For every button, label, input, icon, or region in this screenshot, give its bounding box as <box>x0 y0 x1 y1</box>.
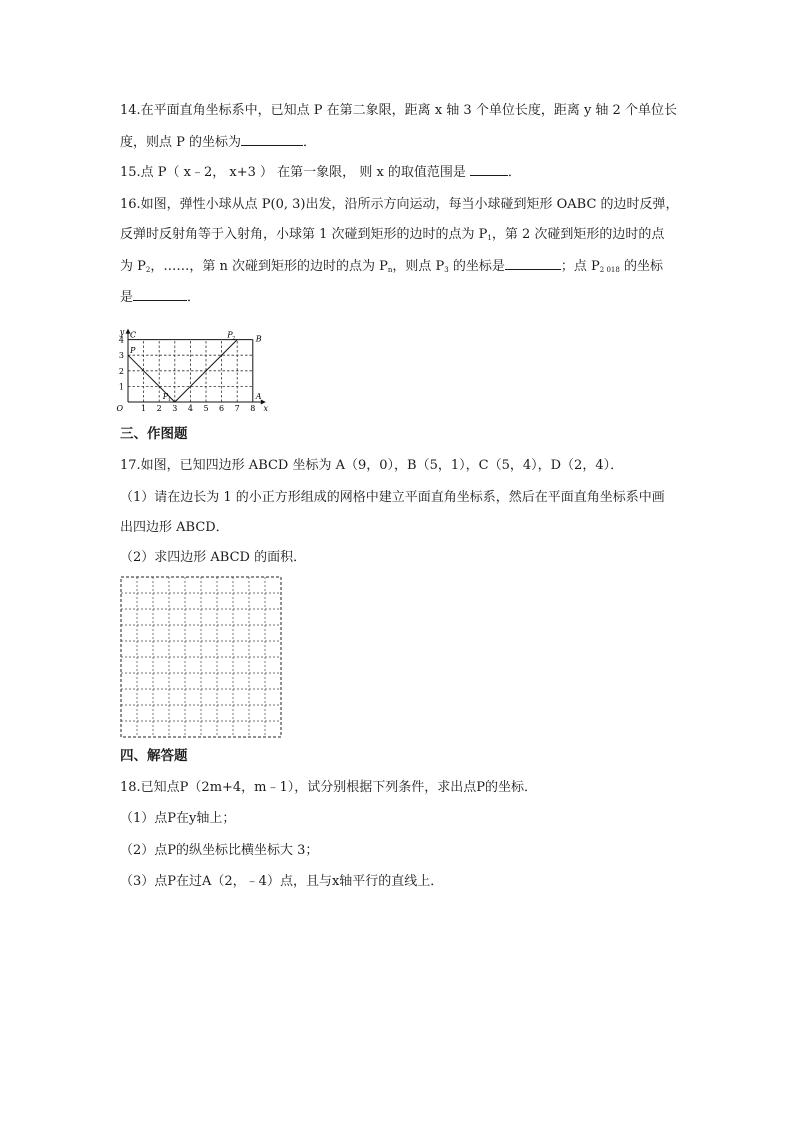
x-tick-label: 4 <box>187 404 193 412</box>
q16-text-3f: 的坐标 <box>619 259 663 274</box>
q16-line-2 <box>120 227 664 246</box>
x-tick-label: 2 <box>156 404 162 412</box>
q17-grid <box>120 576 282 738</box>
q14-text: 度，则点 P 的坐标为 <box>120 135 242 150</box>
q15-line <box>120 163 521 181</box>
q15-text: 15.点 P（ x﹣2， x+3 ） 在第一象限， 则 x 的取值范围是 <box>120 165 466 180</box>
label-p2-sub: 2 <box>232 335 236 342</box>
q17-line-2: （1）请在边长为 1 的小正方形组成的网格中建立平面直角坐标系，然后在平面直角坐标系中画 <box>120 490 665 505</box>
y-tick-label: 4 <box>118 335 124 345</box>
q17-line-3: 出四边形 ABCD． <box>120 520 229 535</box>
q17-line-4: （2）求四边形 ABCD 的面积． <box>120 550 307 565</box>
figure-grid <box>128 340 253 402</box>
x-tick-label: 1 <box>141 404 147 412</box>
y-tick-label: 3 <box>118 351 124 361</box>
q16-figure <box>112 320 277 412</box>
q14-line-1: 14.在平面直角坐标系中，已知点 P 在第二象限，距离 x 轴 3 个单位长度，距离 y 轴 2 个单位长 <box>120 103 677 118</box>
q15-answer-blank <box>470 163 508 176</box>
square-grid <box>121 577 281 737</box>
q18-line-1: 18.已知点P（2m+4，m﹣1），试分别根据下列条件，求出点P的坐标． <box>120 780 538 795</box>
q16-text-2b: ，第 2 次碰到矩形的边时的点 <box>491 227 665 242</box>
q16-sub-3: 3 <box>444 266 449 274</box>
q16-text-3a: 为 P <box>120 259 146 274</box>
q16-sub-2: 2 <box>145 266 151 274</box>
q18-line-3: （2）点P的纵坐标比横坐标大 3； <box>120 843 319 858</box>
label-c: C <box>130 330 137 340</box>
q14-line-2 <box>120 133 316 151</box>
origin-label: O <box>116 404 123 412</box>
q16-sub-n: n <box>387 266 393 274</box>
y-axis-label: y <box>119 327 125 337</box>
q14-period: ． <box>303 135 317 150</box>
q16-line-4 <box>120 288 200 306</box>
q16-text-3d: 的坐标是 <box>448 259 505 274</box>
y-tick-label: 1 <box>118 382 124 392</box>
q16-answer-blank-1 <box>505 257 561 270</box>
section-4-heading: 四、解答题 <box>120 748 188 764</box>
q16-text-3e: ；点 P <box>560 259 600 274</box>
label-p1: P <box>162 392 169 401</box>
q16-text-2a: 反弹时反射角等于入射角，小球第 1 次碰到矩形的边时的点为 P <box>120 227 488 242</box>
q18-line-2: （1）点P在y轴上； <box>120 811 236 826</box>
x-tick-label: 6 <box>219 404 225 412</box>
x-axis-label: x <box>263 404 269 412</box>
label-p2: P <box>227 330 233 340</box>
x-tick-label: 7 <box>234 404 240 412</box>
q15-period: ． <box>507 165 521 180</box>
q16-period: ． <box>187 290 201 305</box>
x-tick-label: 5 <box>203 404 209 412</box>
section-3-heading: 三、作图题 <box>120 426 188 442</box>
q16-sub-2018: 2 018 <box>599 266 620 274</box>
q16-text-4a: 是 <box>120 290 134 305</box>
q16-text-3b: ，……，第 n 次碰到矩形的边时的点为 P <box>150 259 388 274</box>
x-tick-label: 3 <box>172 404 178 412</box>
q16-sub-1: 1 <box>487 234 492 242</box>
q16-line-3 <box>120 257 663 278</box>
label-a: A <box>255 392 262 401</box>
figure-axes <box>126 329 266 405</box>
figure-tick-labels <box>116 328 268 412</box>
q16-line-1: 16.如图，弹性小球从点 P(0, 3)出发，沿所示方向运动，每当小球碰到矩形 OABC 的边时反弹， <box>120 197 679 212</box>
q16-answer-blank-2 <box>133 288 187 301</box>
q18-line-4: （3）点P在过A（2，﹣4）点，且与x轴平行的直线上． <box>120 874 444 889</box>
label-p1-sub: 1 <box>167 397 171 403</box>
figure-point-labels <box>129 331 262 403</box>
y-tick-label: 2 <box>118 366 124 376</box>
label-p: P <box>130 346 136 356</box>
x-tick-label: 8 <box>250 404 256 412</box>
q16-text-3c: ，则点 P <box>392 259 445 274</box>
q14-answer-blank <box>241 133 303 146</box>
q17-line-1: 17.如图，已知四边形 ABCD 坐标为 A（9，0），B（5，1），C（5，4），D（2，4）． <box>120 458 624 473</box>
label-b: B <box>255 334 262 344</box>
